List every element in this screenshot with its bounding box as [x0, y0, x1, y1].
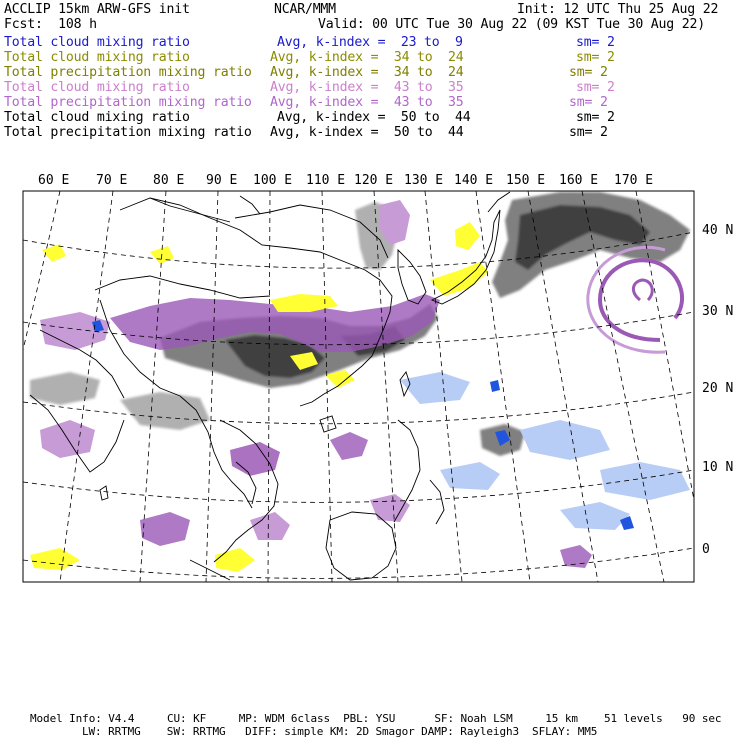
field-avg: Avg, k-index = 34 to 24 [270, 50, 464, 65]
valid-time: Valid: 00 UTC Tue 30 Aug 22 (09 KST Tue 30 Aug 22) [318, 17, 705, 32]
model-info-line-1: Model Info: V4.4 CU: KF MP: WDM 6class PBL: YSU SF: Noah LSM 15 km 51 levels 90 sec [30, 712, 722, 725]
field-name: Total precipitation mixing ratio [4, 65, 252, 80]
field-avg: Avg, k-index = 23 to 9 [277, 35, 463, 50]
lon-label: 60 E [38, 173, 70, 188]
field-sm: sm= 2 [569, 65, 608, 80]
lat-label: 30 N [702, 304, 734, 319]
field-sm: sm= 2 [576, 80, 615, 95]
field-sm: sm= 2 [576, 50, 615, 65]
lon-label: 170 E [614, 173, 654, 188]
field-avg: Avg, k-index = 50 to 44 [270, 125, 464, 140]
lon-label: 160 E [559, 173, 599, 188]
lon-label: 120 E [354, 173, 394, 188]
field-name: Total cloud mixing ratio [4, 35, 190, 50]
field-name: Total precipitation mixing ratio [4, 95, 252, 110]
field-sm: sm= 2 [576, 35, 615, 50]
storm-spiral [588, 247, 682, 352]
lat-label: 20 N [702, 381, 734, 396]
field-name: Total cloud mixing ratio [4, 110, 190, 125]
lon-label: 90 E [206, 173, 238, 188]
field-sm: sm= 2 [576, 110, 615, 125]
lon-label: 70 E [96, 173, 128, 188]
lon-label: 150 E [506, 173, 546, 188]
longitude-labels [38, 173, 653, 188]
center-label: NCAR/MMM [274, 2, 336, 17]
lon-label: 110 E [306, 173, 346, 188]
field-avg: Avg, k-index = 34 to 24 [270, 65, 464, 80]
lat-label: 40 N [702, 223, 734, 238]
lon-label: 130 E [404, 173, 444, 188]
model-title: ACCLIP 15km ARW-GFS init [4, 2, 190, 17]
init-time: Init: 12 UTC Thu 25 Aug 22 [517, 2, 719, 17]
field-avg: Avg, k-index = 43 to 35 [270, 80, 464, 95]
forecast-hour: Fcst: 108 h [4, 17, 97, 32]
field-name: Total cloud mixing ratio [4, 80, 190, 95]
latitude-labels [702, 223, 733, 557]
field-name: Total precipitation mixing ratio [4, 125, 252, 140]
model-info-line-2: LW: RRTMG SW: RRTMG DIFF: simple KM: 2D Smagor DAMP: Rayleigh3 SFLAY: MM5 [82, 725, 598, 738]
lon-label: 80 E [153, 173, 185, 188]
field-name: Total cloud mixing ratio [4, 50, 190, 65]
field-sm: sm= 2 [569, 125, 608, 140]
field-sm: sm= 2 [569, 95, 608, 110]
field-avg: Avg, k-index = 43 to 35 [270, 95, 464, 110]
lat-label: 10 N [702, 460, 734, 475]
lat-label: 0 [702, 542, 710, 557]
lon-label: 100 E [253, 173, 293, 188]
field-avg: Avg, k-index = 50 to 44 [277, 110, 471, 125]
lon-label: 140 E [454, 173, 494, 188]
